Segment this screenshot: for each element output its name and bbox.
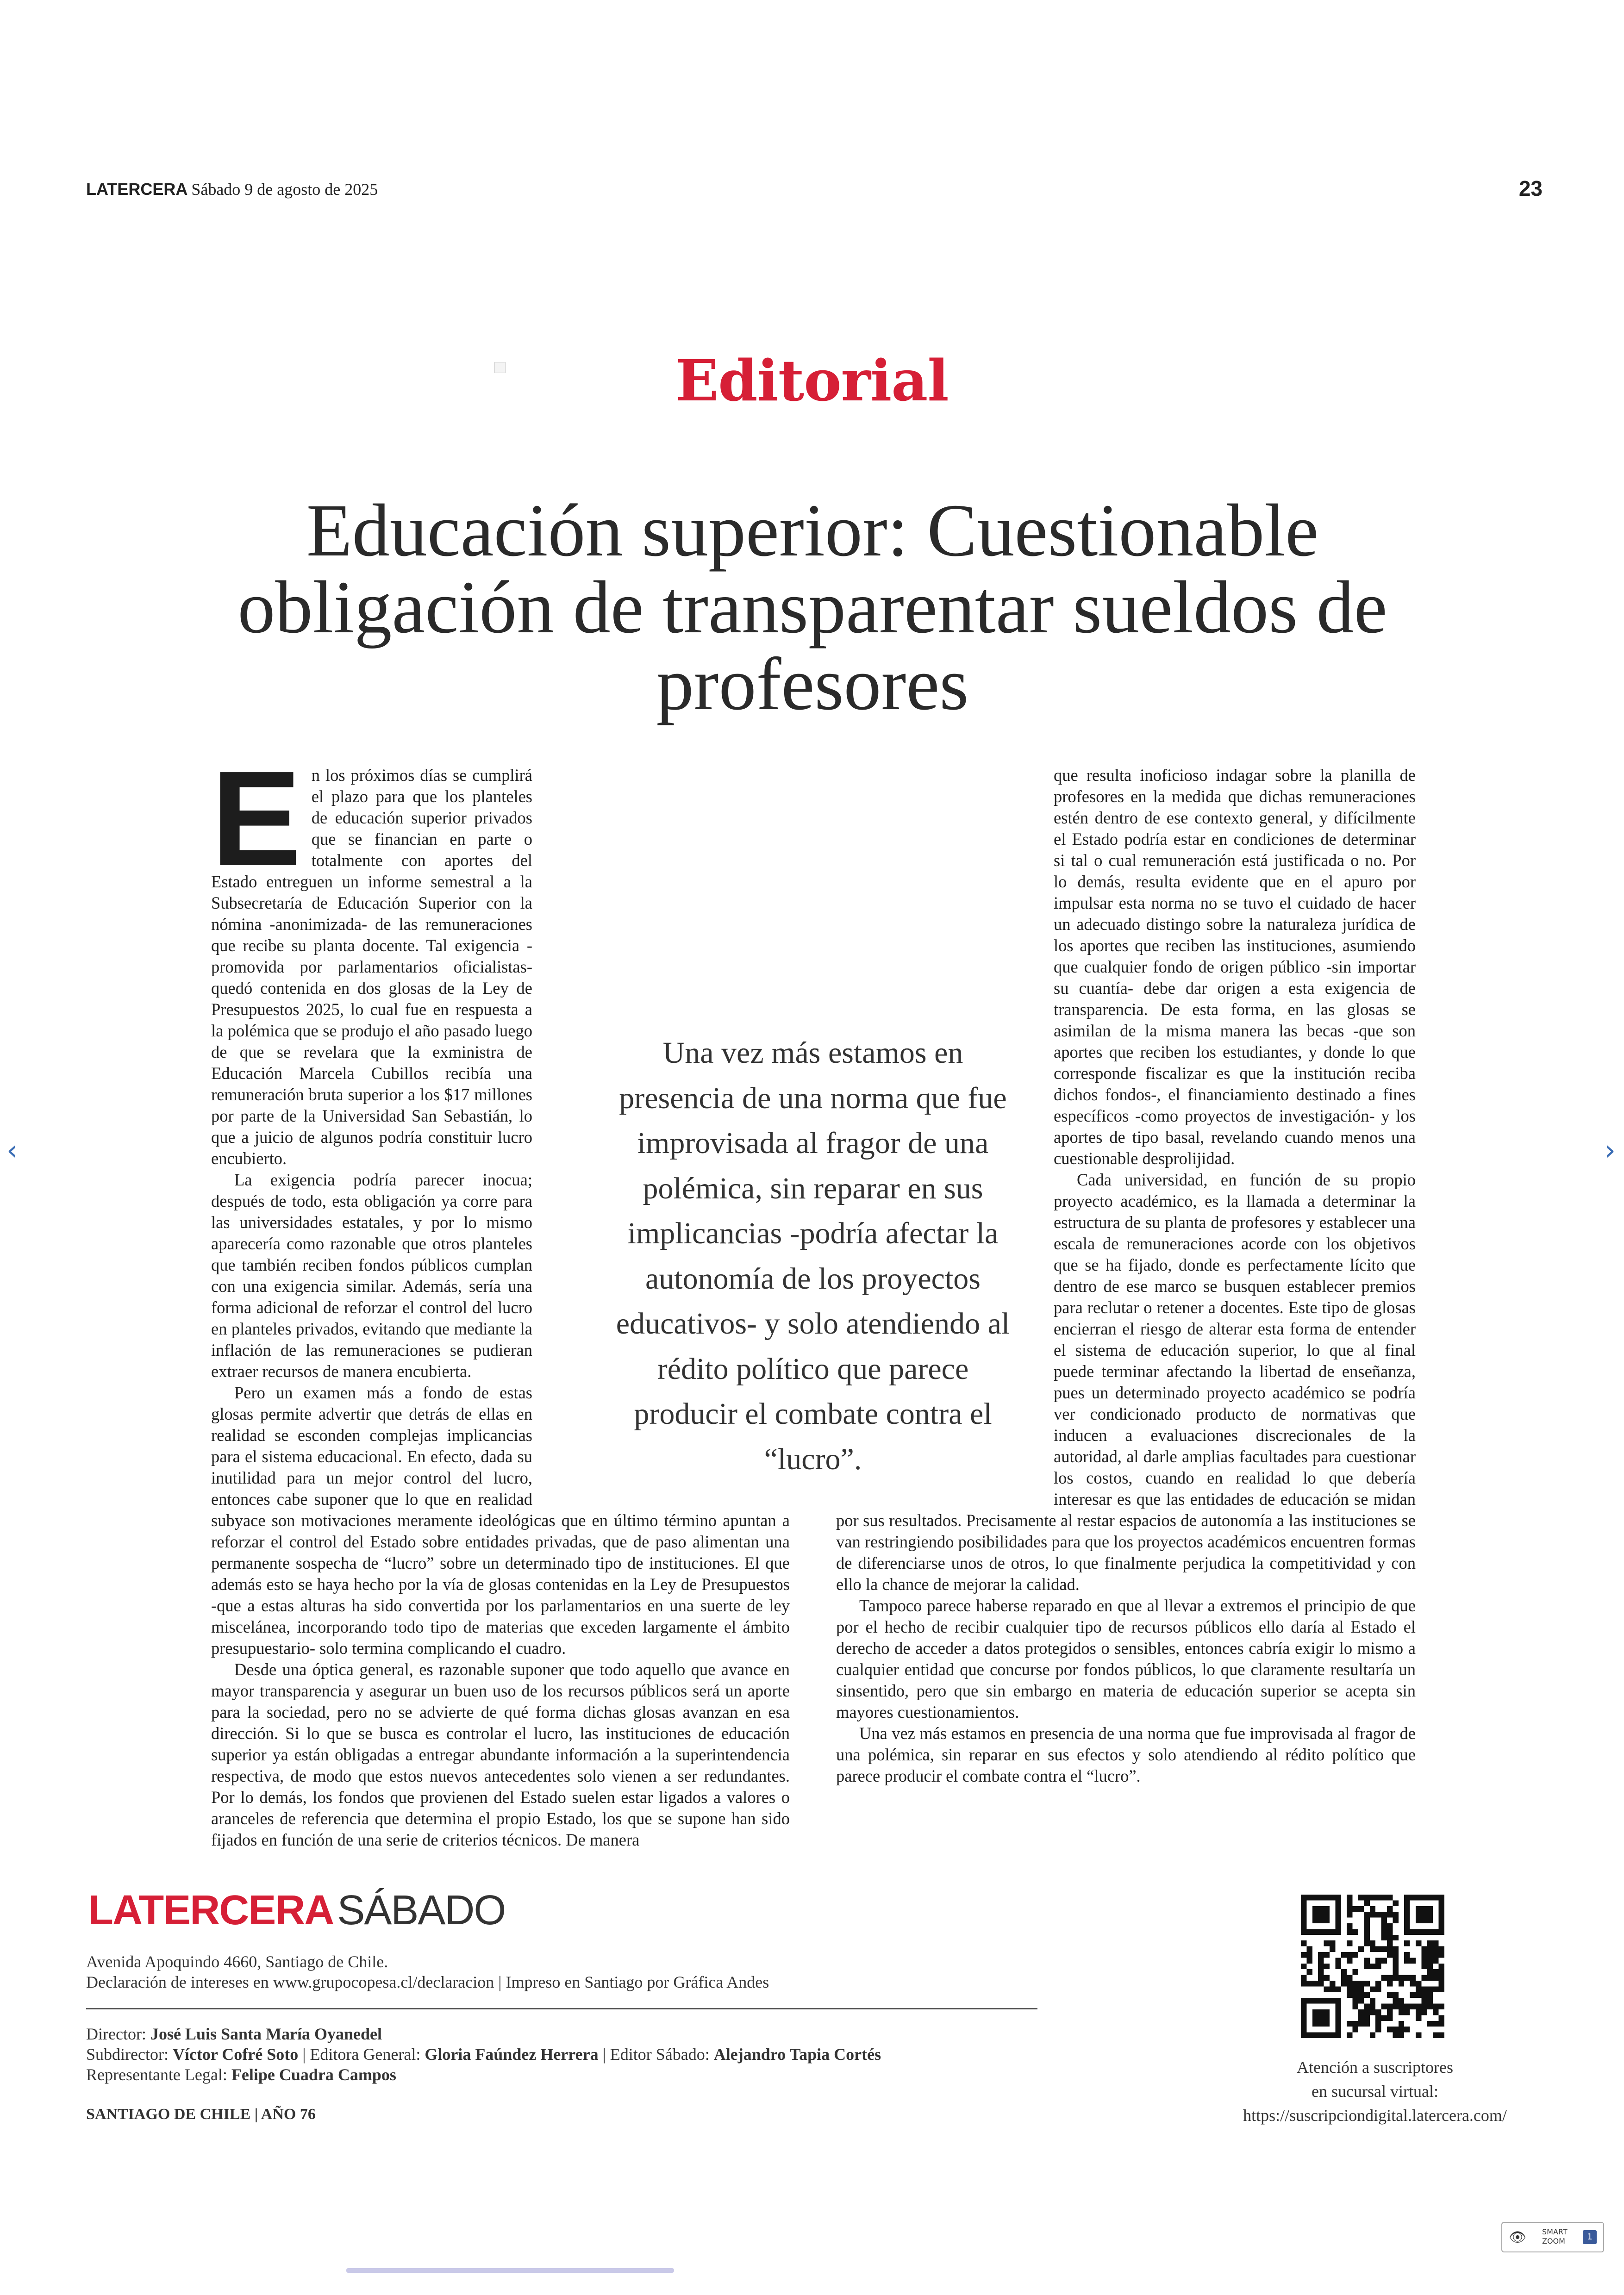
header-date: Sábado 9 de agosto de 2025 xyxy=(191,180,378,199)
editor-sabado-label: Editor Sábado: xyxy=(610,2045,710,2064)
smart-zoom-label-2: ZOOM xyxy=(1542,2237,1565,2245)
paragraph: Tampoco parece haberse reparado en que al llevar a extremos el principio de que por el hecho de recibir cualquier tipo de recursos públicos ello daría al Estado el derecho de acceder a datos protegidos o sensibles, entonces cabría exigir lo mismo a cualquier entidad que concurse por fondos públicos, lo que claramente resultaría un sinsentido, pero que sin embargo en materia de educación superior se acepta sin mayores cuestionamientos. xyxy=(836,1596,1416,1721)
subscription-link[interactable]: https://suscripciondigital.latercera.com/ xyxy=(1243,2106,1507,2125)
editora-name: Gloria Faúndez Herrera xyxy=(425,2045,599,2064)
footer-logo-main: LATERCERA xyxy=(88,1887,334,1933)
header-brand-name: LATERCERA xyxy=(86,180,188,199)
chevron-right-icon[interactable]: › xyxy=(1604,1133,1616,1167)
footer-staff: Subdirector: Víctor Cofré Soto | Editora General: Gloria Faúndez Herrera | Editor Sábado: Alejandro Tapia Cortés xyxy=(86,2045,881,2064)
header-brand xyxy=(86,180,378,199)
pull-quote: Una vez más estamos en presencia de una norma que fue improvisada al fragor de una polémica, sin reparar en sus implicancias -podría afectar la autonomía de los proyectos educativos- y solo atendiendo al rédito político que parece producir el combate contra el “lucro”. xyxy=(616,1036,1010,1476)
footer-representante xyxy=(86,2064,396,2085)
paragraph: Cada universidad, en función de su propio proyecto académico, es la llamada a determinar la estructura de su planta de profesores y establecer una escala de remuneraciones acorde con los objetivos que se ha fijado, donde es perfectamente lícito que dentro de ese marco se busquen establecer premios para reclutar o retener a docentes. Este tipo de glosas encierran el riesgo de alterar esta forma de entender el sistema de educación superior, lo que al final puede terminar afectando la libertad de enseñanza, pues un determinado proyecto académico se podría ver condicionado producto de normativas que inducen a evaluaciones discrecionales de la autoridad, al darle amplias facultades para cuestionar los costos, cuando en realidad lo que debería interesar es que las entidades de educación se midan por sus resultados. Precisamente al restar espacios de autonomía a las instituciones se van restringiendo posibilidades para que los proyectos académicos encuentren formas de diferenciarse unos de otros, lo que finalmente perjudica la competitividad y con ello la chance de mejorar la calidad. xyxy=(836,1170,1416,1594)
subdirector-label: Subdirector: xyxy=(86,2045,169,2064)
eye-icon[interactable]: 👁 xyxy=(1509,2229,1527,2245)
qr-caption-line: Atención a suscriptores xyxy=(1297,2058,1453,2077)
drop-cap: E xyxy=(211,743,301,894)
section-title: Editorial xyxy=(675,347,949,414)
qr-caption-line: en sucursal virtual: xyxy=(1312,2082,1438,2101)
footer-address: Avenida Apoquindo 4660, Santiago de Chile. xyxy=(86,1952,388,1971)
director-name: José Luis Santa María Oyanedel xyxy=(150,2025,382,2043)
qr-caption xyxy=(1194,2055,1555,2127)
footer-logo xyxy=(88,1887,505,1934)
zoom-badge: 1 xyxy=(1583,2230,1597,2244)
smart-zoom-widget[interactable] xyxy=(1501,2222,1604,2252)
paragraph: Una vez más estamos en presencia de una norma que fue improvisada al fragor de una polémica, sin reparar en sus efectos y solo atendiendo al rédito político que parece producir el combate contra el “lucro”. xyxy=(836,1724,1416,1785)
paragraph: que resulta inoficioso indagar sobre la planilla de profesores en la medida que dichas remuneraciones estén dentro de ese contexto general, y difícilmente el Estado podría estar en condiciones de determinar si tal o cual remuneración está justificada o no. Por lo demás, resulta evidente que en el apuro por impulsar esta norma no se tuvo el cuidado de hacer un adecuado distingo sobre la naturaleza jurídica de los aportes que reciben las instituciones, asumiendo que cualquier fondo de origen público -sin importar su cuantía- debe dar origen a esta exigencia de transparencia. De esta forma, en las glosas se asimilan de la misma manera las becas -que son aportes que reciben los estudiantes, y donde lo que corresponde fiscalizar es que la institución reciba dichos fondos-, el financiamiento destinado a fines específicos -como proyectos de investigación- y los aportes de tipo basal, revelando cuando menos una cuestionable desprolijidad. xyxy=(1054,766,1416,1168)
paragraph: Pero un examen más a fondo de estas glosas permite advertir que detrás de ellas en realidad se esconden complejas implicancias para el sistema educacional. En efecto, dada su inutilidad para un mejor control del lucro, entonces cabe suponer que lo que en realidad subyace son motivaciones meramente ideológicas que en último término apuntan a reforzar el control del Estado sobre entidades privadas, que de paso alimentan una permanente sospecha de “lucro” sobre un determinado tipo de instituciones. El que además esto se haya hecho por la vía de glosas contenidas en la Ley de Presupuestos -que a estas alturas ha sido convertida por los parlamentarios en una suerte de ley miscelánea, incorporando todo tipo de materias que exceden largamente el ámbito presupuestario- solo termina complicando el cuadro. xyxy=(211,1383,790,1658)
paragraph-text: n los próximos días se cumplirá el plazo para que los planteles de educación superior privados que se financian en parte o totalmente con aportes del Estado entreguen un informe semestral a la Subsecretaría de Educación Superior con la nómina -anonimizada- de las remuneraciones que recibe su planta docente. Tal exigencia -promovida por parlamentarios oficialistas- quedó contenida en dos glosas de la Ley de Presupuestos 2025, lo cual fue en respuesta a la polémica que se produjo el año pasado luego de que se revelara que la exministra de Educación Marcela Cubillos recibía una remuneración bruta superior a los $17 millones por parte de la Universidad San Sebastián, lo que a juicio de algunos podría constituir lucro encubierto. xyxy=(211,766,532,1168)
footer-declaration: Declaración de intereses en www.grupocopesa.cl/declaracion | Impreso en Santiago por Gráfica Andes xyxy=(86,1973,769,1991)
editor-sabado-name: Alejandro Tapia Cortés xyxy=(713,2045,881,2064)
horizontal-scrollbar[interactable] xyxy=(346,2268,674,2273)
footer-divider xyxy=(86,2008,1037,2009)
representante-name: Felipe Cuadra Campos xyxy=(231,2065,396,2084)
paragraph: Desde una óptica general, es razonable suponer que todo aquello que avance en mayor transparencia y asegurar un buen uso de los recursos públicos será un aporte para la sociedad, pero no se advierte de qué forma dichas glosas avanzan en esa dirección. Si lo que se busca es controlar el lucro, las instituciones de educación superior ya están obligadas a entregar abundante información a la superintendencia respectiva, de modo que estos nuevos antecedentes solo vienen a ser redundantes. Por lo demás, los fondos que provienen del Estado suelen estar ligados a valores o aranceles de referencia que determina el propio Estado, los que se supone han sido fijados en función de una serie de criterios técnicos. De manera xyxy=(211,1660,790,1849)
smart-zoom-label xyxy=(1542,2227,1568,2246)
footer-director xyxy=(86,2024,382,2044)
headline: Educación superior: Cuestionable obligación de transparentar sueldos de profesores xyxy=(237,489,1387,726)
footer-logo-sub: SÁBADO xyxy=(337,1887,506,1933)
qr-code-icon[interactable] xyxy=(1301,1895,1444,2038)
smart-zoom-label-1: SMART xyxy=(1542,2227,1568,2236)
footer-city-year: SANTIAGO DE CHILE | AÑO 76 xyxy=(86,2106,316,2123)
page-number: 23 xyxy=(1518,176,1543,200)
chevron-left-icon[interactable]: ‹ xyxy=(6,1133,18,1167)
representante-label: Representante Legal: xyxy=(86,2065,227,2084)
paragraph: La exigencia podría parecer inocua; después de todo, esta obligación ya corre para las universidades estatales, y por lo mismo aparecería como razonable que otros planteles que también reciben fondos públicos cumplan con una exigencia similar. Además, sería una forma adicional de reforzar el control del lucro en planteles privados, evitando que mediante la inflación de las remuneraciones se pudieran extraer recursos de manera encubierta. xyxy=(211,1170,532,1381)
subdirector-name: Víctor Cofré Soto xyxy=(172,2045,299,2064)
director-label: Director: xyxy=(86,2025,146,2043)
editora-label: Editora General: xyxy=(310,2045,421,2064)
